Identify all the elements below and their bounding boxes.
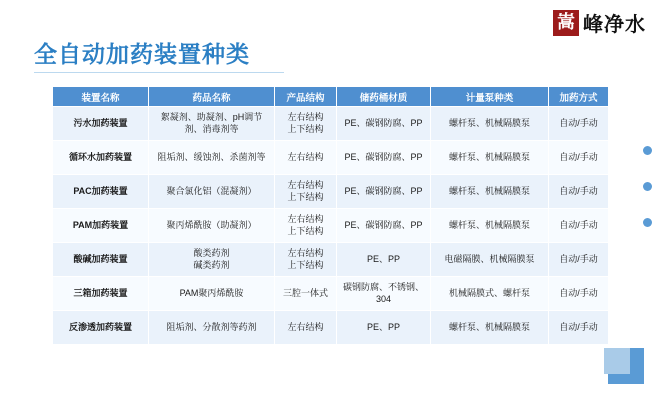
table-row: [53, 107, 609, 141]
column-header-structure: 产品结构: [275, 87, 337, 107]
cell-material: PE、PP: [337, 311, 431, 345]
cell-structure: 左右结构: [275, 141, 337, 175]
table-row: [53, 243, 609, 277]
column-header-pump-type: 计量泵种类: [431, 87, 549, 107]
table-header-row: [53, 87, 609, 107]
cell-drug-name: 酸类药剂 碱类药剂: [149, 243, 275, 277]
decorative-dot: [643, 218, 652, 227]
table-row: [53, 209, 609, 243]
cell-device-name: 反渗透加药装置: [53, 311, 149, 345]
cell-material: 碳钢防腐、不锈钢、304: [337, 277, 431, 311]
cell-drug-name: 絮凝剂、助凝剂、pH调节剂、消毒剂等: [149, 107, 275, 141]
table-row: [53, 141, 609, 175]
cell-device-name: 三箱加药装置: [53, 277, 149, 311]
cell-material: PE、碳钢防腐、PP: [337, 209, 431, 243]
column-header-material: 储药桶材质: [337, 87, 431, 107]
cell-dosing-mode: 自动/手动: [549, 175, 609, 209]
cell-pump-type: 螺杆泵、机械隔膜泵: [431, 141, 549, 175]
cell-dosing-mode: 自动/手动: [549, 107, 609, 141]
cell-device-name: 酸碱加药装置: [53, 243, 149, 277]
cell-device-name: PAM加药装置: [53, 209, 149, 243]
cell-dosing-mode: 自动/手动: [549, 243, 609, 277]
device-types-table: [52, 86, 608, 345]
cell-material: PE、PP: [337, 243, 431, 277]
decorative-dot: [643, 146, 652, 155]
cell-structure: 左右结构 上下结构: [275, 175, 337, 209]
cell-material: PE、碳钢防腐、PP: [337, 175, 431, 209]
page-title: 全自动加药装置种类: [34, 41, 250, 67]
cell-pump-type: 螺杆泵、机械隔膜泵: [431, 311, 549, 345]
brand-logo: [553, 8, 646, 37]
cell-structure: 左右结构: [275, 311, 337, 345]
cell-structure: 左右结构 上下结构: [275, 209, 337, 243]
table-row: [53, 311, 609, 345]
cell-pump-type: 机械隔膜式、螺杆泵: [431, 277, 549, 311]
cell-drug-name: 聚丙烯酰胺（助凝剂）: [149, 209, 275, 243]
cell-drug-name: 聚合氯化铝（混凝剂）: [149, 175, 275, 209]
cell-device-name: PAC加药装置: [53, 175, 149, 209]
cell-structure: 左右结构 上下结构: [275, 107, 337, 141]
title-divider: [34, 72, 284, 73]
cell-pump-type: 螺杆泵、机械隔膜泵: [431, 175, 549, 209]
table-row: [53, 175, 609, 209]
cell-pump-type: 螺杆泵、机械隔膜泵: [431, 107, 549, 141]
cell-structure: 三腔一体式: [275, 277, 337, 311]
cell-dosing-mode: 自动/手动: [549, 311, 609, 345]
cell-dosing-mode: 自动/手动: [549, 209, 609, 243]
cell-structure: 左右结构 上下结构: [275, 243, 337, 277]
cell-dosing-mode: 自动/手动: [549, 277, 609, 311]
table-row: [53, 277, 609, 311]
cell-device-name: 污水加药装置: [53, 107, 149, 141]
column-header-drug-name: 药品名称: [149, 87, 275, 107]
cell-drug-name: PAM聚丙烯酰胺: [149, 277, 275, 311]
logo-mark: 嵩: [553, 10, 579, 36]
cell-pump-type: 螺杆泵、机械隔膜泵: [431, 209, 549, 243]
cell-drug-name: 阻垢剂、缓蚀剂、杀菌剂等: [149, 141, 275, 175]
cell-material: PE、碳钢防腐、PP: [337, 107, 431, 141]
cell-dosing-mode: 自动/手动: [549, 141, 609, 175]
cell-material: PE、碳钢防腐、PP: [337, 141, 431, 175]
cell-device-name: 循环水加药装置: [53, 141, 149, 175]
decorative-dot: [643, 182, 652, 191]
column-header-dosing-mode: 加药方式: [549, 87, 609, 107]
decorative-square-front: [604, 348, 630, 374]
cell-drug-name: 阻垢剂、分散剂等药剂: [149, 311, 275, 345]
column-header-device-name: 装置名称: [53, 87, 149, 107]
logo-text: 峰净水: [583, 12, 646, 36]
cell-pump-type: 电磁隔膜、机械隔膜泵: [431, 243, 549, 277]
